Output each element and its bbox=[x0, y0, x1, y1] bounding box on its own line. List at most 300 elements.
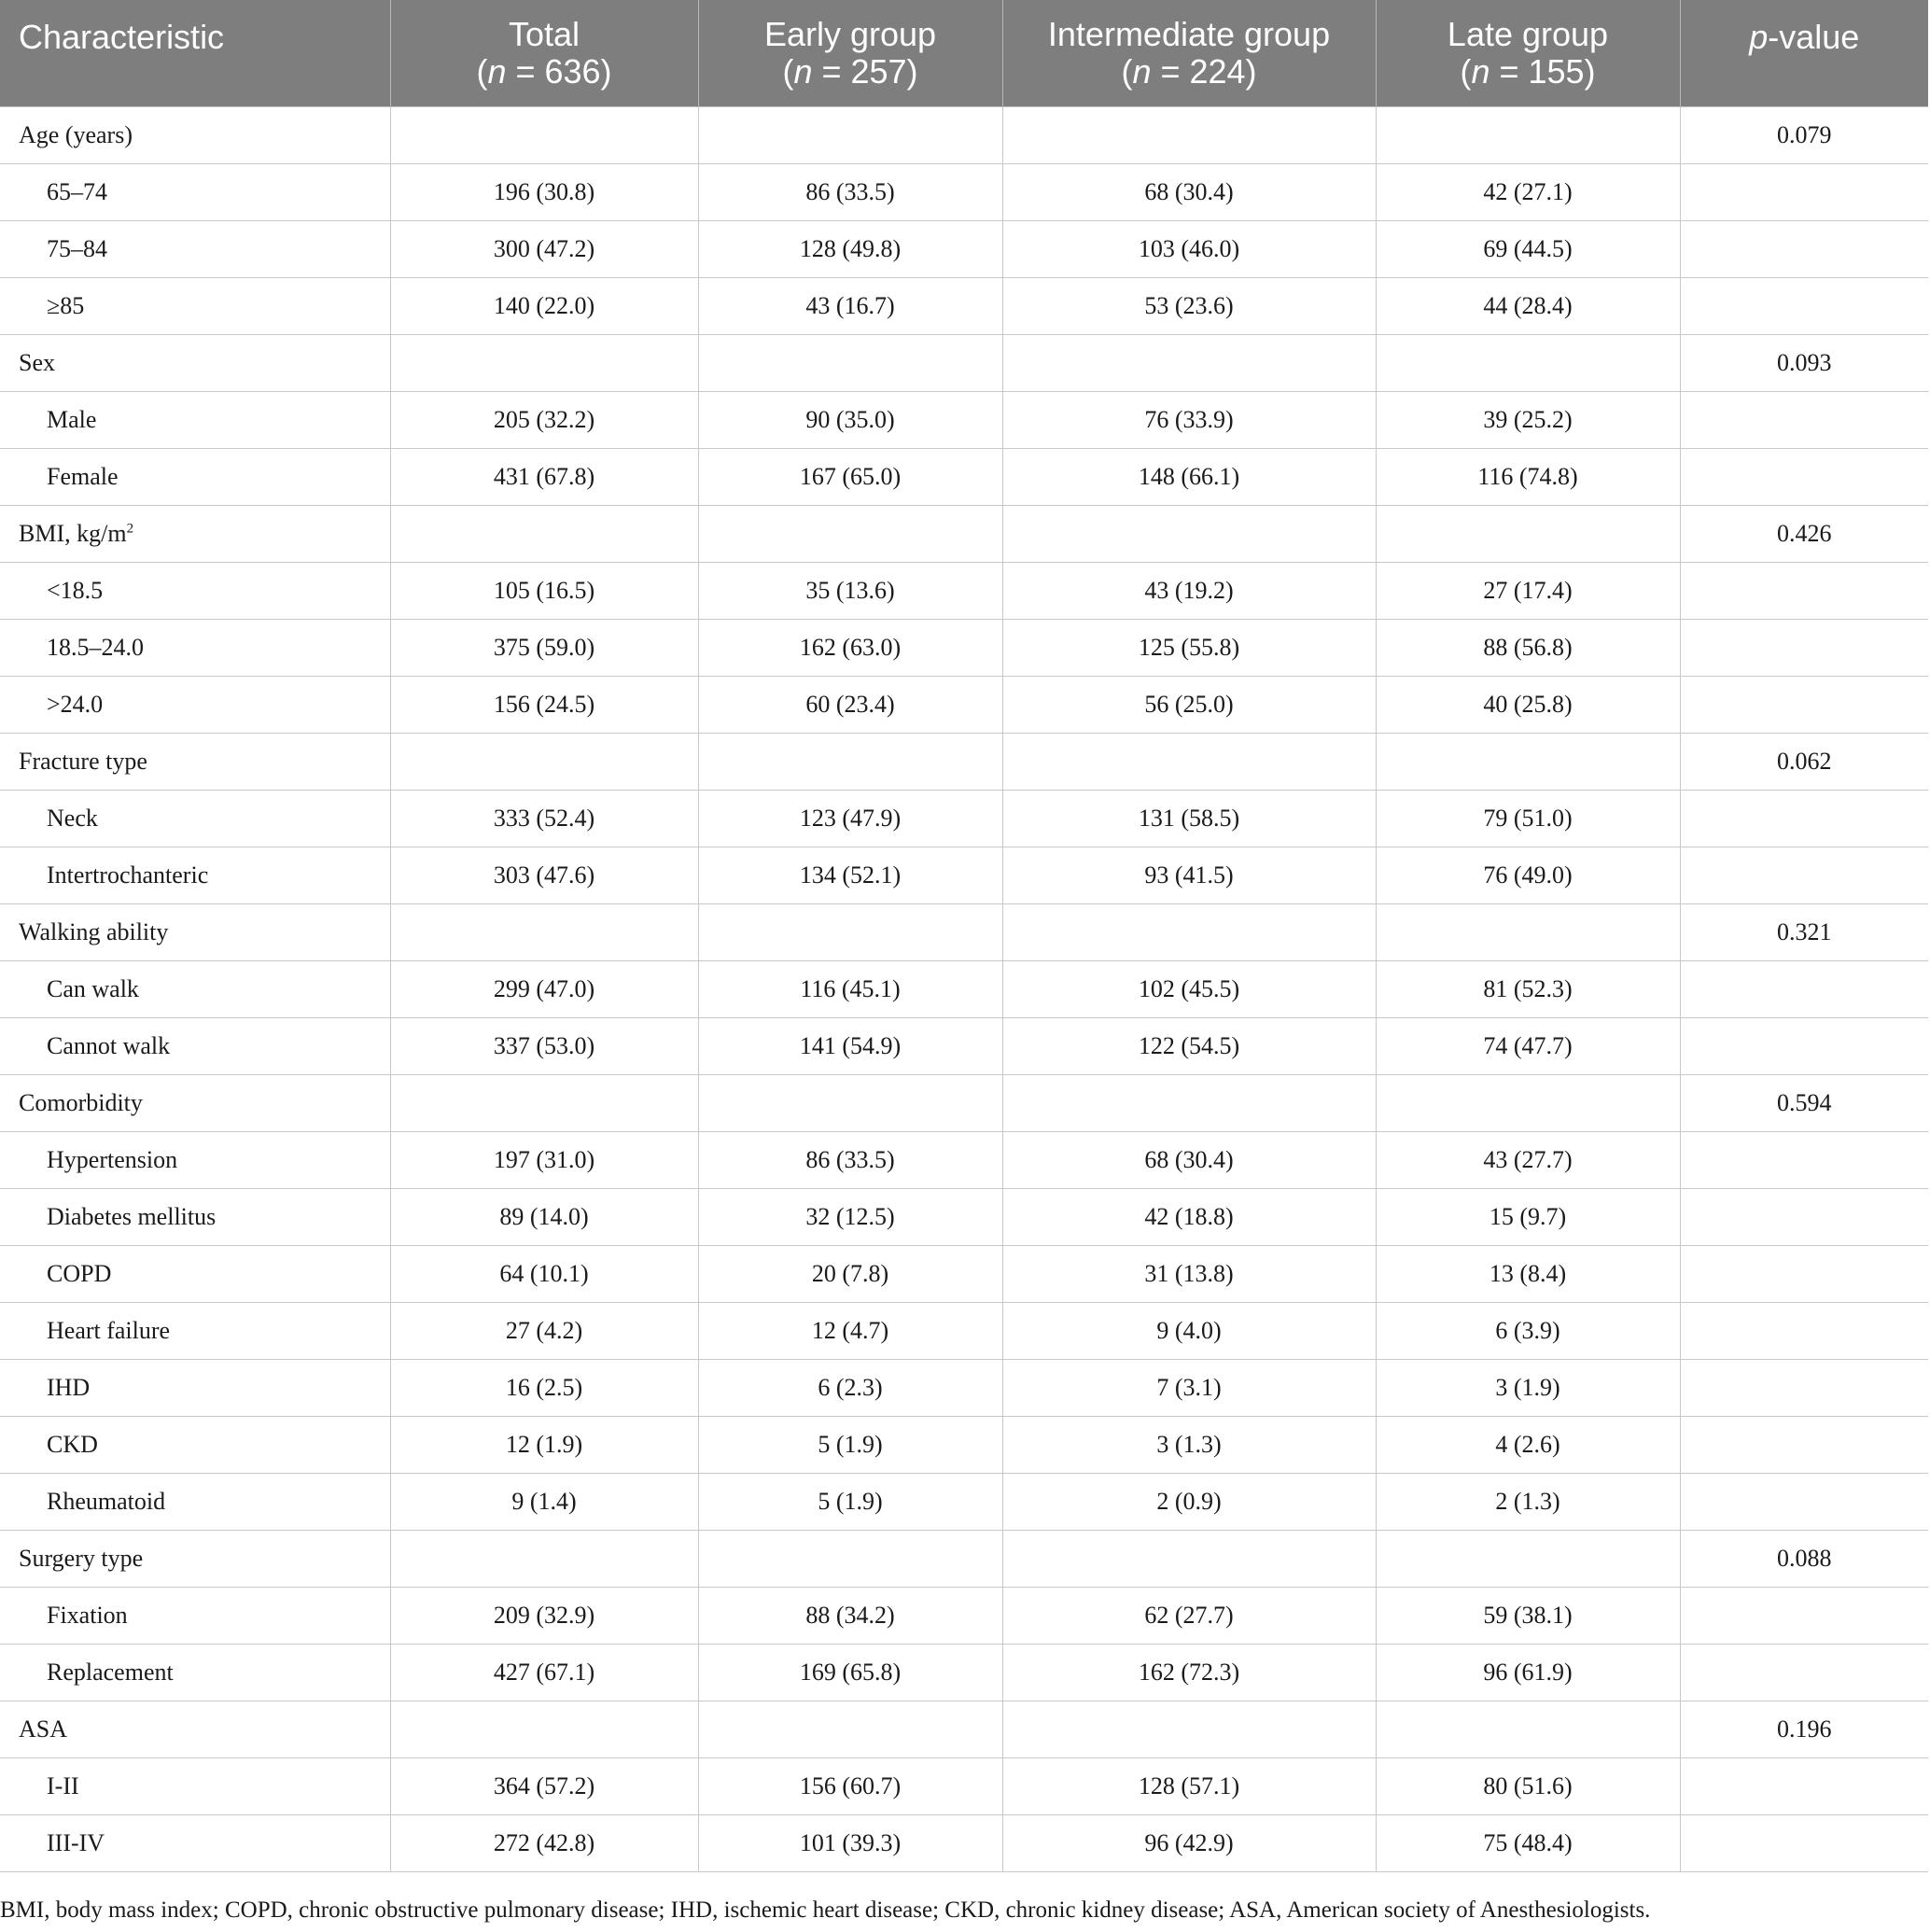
cell-total bbox=[390, 107, 698, 164]
cell-intermediate bbox=[1002, 1474, 1376, 1531]
cell-value: 32 (12.5) bbox=[805, 1203, 895, 1230]
header-intermediate-n: (n = 224) bbox=[1121, 52, 1257, 91]
cell-early bbox=[698, 1303, 1002, 1360]
cell-value: 44 (28.4) bbox=[1483, 292, 1573, 319]
cell-late bbox=[1376, 1645, 1680, 1701]
row-label: Age (years) bbox=[19, 121, 133, 148]
cell-value: 88 (34.2) bbox=[805, 1602, 895, 1629]
table-row bbox=[0, 961, 1928, 1018]
cell-value: 79 (51.0) bbox=[1483, 805, 1573, 832]
cell-value: 56 (25.0) bbox=[1144, 691, 1234, 718]
cell-intermediate bbox=[1002, 677, 1376, 734]
superscript: 2 bbox=[126, 521, 134, 537]
cell-value: 141 (54.9) bbox=[799, 1032, 902, 1059]
cell-value: 39 (25.2) bbox=[1483, 406, 1573, 433]
cell-value: 0.196 bbox=[1777, 1715, 1832, 1743]
table-row bbox=[0, 1246, 1928, 1303]
header-total bbox=[390, 0, 698, 107]
cell-early bbox=[698, 1189, 1002, 1246]
table-row bbox=[0, 1758, 1928, 1815]
cell-value: 197 (31.0) bbox=[493, 1146, 595, 1173]
cell-value: 64 (10.1) bbox=[499, 1260, 589, 1287]
cell-p bbox=[1680, 1815, 1928, 1872]
cell-label bbox=[0, 1758, 390, 1815]
cell-value: 431 (67.8) bbox=[493, 463, 595, 490]
cell-early bbox=[698, 1360, 1002, 1417]
category-row bbox=[0, 107, 1928, 164]
cell-p bbox=[1680, 221, 1928, 278]
cell-late bbox=[1376, 677, 1680, 734]
cell-total bbox=[390, 278, 698, 335]
cell-value: 123 (47.9) bbox=[799, 805, 902, 832]
row-label: 65–74 bbox=[47, 178, 107, 205]
row-label: BMI, kg/m bbox=[19, 520, 127, 547]
cell-value: 0.426 bbox=[1777, 520, 1832, 547]
cell-value: 75 (48.4) bbox=[1483, 1829, 1573, 1856]
cell-value: 148 (66.1) bbox=[1138, 463, 1240, 490]
cell-value: 427 (67.1) bbox=[493, 1659, 595, 1686]
cell-p bbox=[1680, 1758, 1928, 1815]
cell-early bbox=[698, 1018, 1002, 1075]
cell-intermediate bbox=[1002, 1531, 1376, 1588]
cell-early bbox=[698, 449, 1002, 506]
cell-early bbox=[698, 904, 1002, 961]
cell-late bbox=[1376, 1075, 1680, 1132]
cell-value: 3 (1.3) bbox=[1156, 1431, 1222, 1458]
cell-value: 125 (55.8) bbox=[1138, 634, 1240, 661]
cell-value: 86 (33.5) bbox=[805, 1146, 895, 1173]
cell-value: 0.079 bbox=[1777, 121, 1832, 148]
cell-label bbox=[0, 961, 390, 1018]
header-early bbox=[698, 0, 1002, 107]
row-label: Surgery type bbox=[19, 1545, 144, 1572]
n-symbol: n bbox=[487, 52, 507, 91]
cell-value: 156 (24.5) bbox=[493, 691, 595, 718]
cell-p bbox=[1680, 620, 1928, 677]
cell-value: 4 (2.6) bbox=[1495, 1431, 1560, 1458]
cell-early bbox=[698, 677, 1002, 734]
cell-value: 80 (51.6) bbox=[1483, 1772, 1573, 1799]
table-row bbox=[0, 164, 1928, 221]
cell-label bbox=[0, 1588, 390, 1645]
table-row bbox=[0, 1588, 1928, 1645]
cell-intermediate bbox=[1002, 1417, 1376, 1474]
cell-value: 105 (16.5) bbox=[493, 577, 595, 604]
cell-early bbox=[698, 961, 1002, 1018]
cell-p bbox=[1680, 1417, 1928, 1474]
cell-value: 375 (59.0) bbox=[493, 634, 595, 661]
cell-early bbox=[698, 1701, 1002, 1758]
cell-value: 101 (39.3) bbox=[799, 1829, 902, 1856]
cell-p bbox=[1680, 1360, 1928, 1417]
row-label: Intertrochanteric bbox=[47, 861, 209, 889]
cell-intermediate bbox=[1002, 791, 1376, 847]
cell-label bbox=[0, 164, 390, 221]
cell-intermediate bbox=[1002, 1075, 1376, 1132]
cell-value: 122 (54.5) bbox=[1138, 1032, 1240, 1059]
cell-p bbox=[1680, 1303, 1928, 1360]
cell-value: 68 (30.4) bbox=[1144, 1146, 1234, 1173]
cell-late bbox=[1376, 620, 1680, 677]
cell-late bbox=[1376, 791, 1680, 847]
cell-total bbox=[390, 449, 698, 506]
table-row bbox=[0, 1417, 1928, 1474]
cell-p bbox=[1680, 791, 1928, 847]
cell-late bbox=[1376, 335, 1680, 392]
cell-total bbox=[390, 1132, 698, 1189]
row-label: Can walk bbox=[47, 975, 139, 1002]
header-early-n: (n = 257) bbox=[782, 52, 918, 91]
cell-early bbox=[698, 335, 1002, 392]
header-total-label: Total bbox=[508, 15, 580, 53]
cell-value: 196 (30.8) bbox=[493, 178, 595, 205]
cell-intermediate bbox=[1002, 734, 1376, 791]
n-symbol: n bbox=[1132, 52, 1152, 91]
cell-value: 76 (33.9) bbox=[1144, 406, 1234, 433]
cell-late bbox=[1376, 392, 1680, 449]
cell-value: 134 (52.1) bbox=[799, 861, 902, 889]
cell-value: 43 (27.7) bbox=[1483, 1146, 1573, 1173]
row-label: Walking ability bbox=[19, 918, 169, 945]
n-symbol: n bbox=[793, 52, 813, 91]
cell-value: 89 (14.0) bbox=[499, 1203, 589, 1230]
header-pvalue-italic: p bbox=[1749, 18, 1769, 56]
cell-intermediate bbox=[1002, 1303, 1376, 1360]
cell-intermediate bbox=[1002, 1132, 1376, 1189]
cell-total bbox=[390, 1474, 698, 1531]
cell-value: 300 (47.2) bbox=[493, 235, 595, 262]
cell-late bbox=[1376, 847, 1680, 904]
cell-p bbox=[1680, 904, 1928, 961]
cell-value: 128 (49.8) bbox=[799, 235, 902, 262]
cell-late bbox=[1376, 449, 1680, 506]
row-label: Neck bbox=[47, 805, 98, 832]
cell-p bbox=[1680, 677, 1928, 734]
cell-intermediate bbox=[1002, 107, 1376, 164]
cell-p bbox=[1680, 1132, 1928, 1189]
cell-early bbox=[698, 1588, 1002, 1645]
cell-value: 43 (19.2) bbox=[1144, 577, 1234, 604]
cell-label bbox=[0, 449, 390, 506]
cell-intermediate bbox=[1002, 1758, 1376, 1815]
cell-early bbox=[698, 1531, 1002, 1588]
cell-intermediate bbox=[1002, 1588, 1376, 1645]
cell-total bbox=[390, 1815, 698, 1872]
cell-early bbox=[698, 734, 1002, 791]
cell-value: 3 (1.9) bbox=[1495, 1374, 1560, 1401]
table-row bbox=[0, 221, 1928, 278]
cell-value: 31 (13.8) bbox=[1144, 1260, 1234, 1287]
cell-late bbox=[1376, 1701, 1680, 1758]
header-intermediate-label: Intermediate group bbox=[1047, 15, 1331, 53]
cell-p bbox=[1680, 961, 1928, 1018]
cell-intermediate bbox=[1002, 1360, 1376, 1417]
table-row bbox=[0, 449, 1928, 506]
category-row bbox=[0, 506, 1928, 563]
cell-value: 96 (42.9) bbox=[1144, 1829, 1234, 1856]
row-label: I-II bbox=[47, 1772, 79, 1799]
header-late bbox=[1376, 0, 1680, 107]
cell-early bbox=[698, 1246, 1002, 1303]
cell-value: 156 (60.7) bbox=[799, 1772, 902, 1799]
row-label: CKD bbox=[47, 1431, 98, 1458]
cell-value: 62 (27.7) bbox=[1144, 1602, 1234, 1629]
cell-value: 15 (9.7) bbox=[1489, 1203, 1567, 1230]
cell-late bbox=[1376, 1018, 1680, 1075]
cell-early bbox=[698, 1645, 1002, 1701]
cell-value: 2 (1.3) bbox=[1495, 1488, 1560, 1515]
cell-late bbox=[1376, 1303, 1680, 1360]
category-row bbox=[0, 904, 1928, 961]
cell-total bbox=[390, 221, 698, 278]
table-row bbox=[0, 278, 1928, 335]
cell-value: 131 (58.5) bbox=[1138, 805, 1240, 832]
cell-late bbox=[1376, 734, 1680, 791]
cell-value: 103 (46.0) bbox=[1138, 235, 1240, 262]
cell-late bbox=[1376, 107, 1680, 164]
cell-early bbox=[698, 1758, 1002, 1815]
cell-intermediate bbox=[1002, 1645, 1376, 1701]
row-label: Fracture type bbox=[19, 748, 147, 775]
row-label: Rheumatoid bbox=[47, 1488, 166, 1515]
cell-total bbox=[390, 1758, 698, 1815]
cell-value: 128 (57.1) bbox=[1138, 1772, 1240, 1799]
cell-late bbox=[1376, 1531, 1680, 1588]
cell-label bbox=[0, 1303, 390, 1360]
cell-late bbox=[1376, 904, 1680, 961]
cell-intermediate bbox=[1002, 1701, 1376, 1758]
cell-early bbox=[698, 278, 1002, 335]
cell-early bbox=[698, 1474, 1002, 1531]
cell-late bbox=[1376, 506, 1680, 563]
cell-p bbox=[1680, 1474, 1928, 1531]
cell-intermediate bbox=[1002, 1815, 1376, 1872]
cell-value: 205 (32.2) bbox=[493, 406, 595, 433]
cell-label bbox=[0, 506, 390, 563]
row-label: >24.0 bbox=[47, 691, 104, 718]
cell-total bbox=[390, 961, 698, 1018]
cell-value: 167 (65.0) bbox=[799, 463, 902, 490]
cell-value: 5 (1.9) bbox=[818, 1431, 883, 1458]
table-footnote: BMI, body mass index; COPD, chronic obstructive pulmonary disease; IHD, ischemic heart disease; CKD, chronic kidney disease; ASA, American society of Anesthesiologists. bbox=[0, 1897, 1651, 1923]
cell-value: 74 (47.7) bbox=[1483, 1032, 1573, 1059]
cell-total bbox=[390, 904, 698, 961]
cell-early bbox=[698, 1815, 1002, 1872]
cell-value: 303 (47.6) bbox=[493, 861, 595, 889]
table-row bbox=[0, 1815, 1928, 1872]
cell-label bbox=[0, 847, 390, 904]
cell-total bbox=[390, 1018, 698, 1075]
cell-total bbox=[390, 1645, 698, 1701]
row-label: III-IV bbox=[47, 1829, 105, 1856]
cell-intermediate bbox=[1002, 563, 1376, 620]
cell-early bbox=[698, 791, 1002, 847]
cell-value: 364 (57.2) bbox=[493, 1772, 595, 1799]
category-row bbox=[0, 1701, 1928, 1758]
cell-late bbox=[1376, 1417, 1680, 1474]
row-label: <18.5 bbox=[47, 577, 104, 604]
cell-label bbox=[0, 677, 390, 734]
row-label: ASA bbox=[19, 1715, 68, 1743]
cell-value: 5 (1.9) bbox=[818, 1488, 883, 1515]
table-row bbox=[0, 392, 1928, 449]
cell-value: 96 (61.9) bbox=[1483, 1659, 1573, 1686]
cell-value: 169 (65.8) bbox=[799, 1659, 902, 1686]
cell-intermediate bbox=[1002, 392, 1376, 449]
cell-label bbox=[0, 563, 390, 620]
cell-intermediate bbox=[1002, 278, 1376, 335]
cell-label bbox=[0, 620, 390, 677]
cell-value: 116 (74.8) bbox=[1477, 463, 1578, 490]
cell-value: 6 (3.9) bbox=[1495, 1317, 1560, 1344]
cell-total bbox=[390, 506, 698, 563]
row-label: Sex bbox=[19, 349, 55, 376]
header-late-label: Late group bbox=[1447, 15, 1609, 53]
cell-intermediate bbox=[1002, 620, 1376, 677]
cell-late bbox=[1376, 278, 1680, 335]
cell-p bbox=[1680, 1075, 1928, 1132]
table-row bbox=[0, 847, 1928, 904]
cell-p bbox=[1680, 563, 1928, 620]
cell-label bbox=[0, 904, 390, 961]
row-label: Fixation bbox=[47, 1602, 128, 1629]
cell-value: 60 (23.4) bbox=[805, 691, 895, 718]
category-row bbox=[0, 335, 1928, 392]
table-row bbox=[0, 1474, 1928, 1531]
n-symbol: n bbox=[1471, 52, 1490, 91]
category-row bbox=[0, 1531, 1928, 1588]
category-row bbox=[0, 1075, 1928, 1132]
cell-late bbox=[1376, 221, 1680, 278]
cell-early bbox=[698, 1075, 1002, 1132]
cell-early bbox=[698, 392, 1002, 449]
table-row bbox=[0, 563, 1928, 620]
row-label: Comorbidity bbox=[19, 1089, 143, 1116]
cell-intermediate bbox=[1002, 1018, 1376, 1075]
row-label: Heart failure bbox=[47, 1317, 171, 1344]
row-label: ≥85 bbox=[47, 292, 85, 319]
cell-total bbox=[390, 1075, 698, 1132]
cell-value: 93 (41.5) bbox=[1144, 861, 1234, 889]
cell-value: 0.093 bbox=[1777, 349, 1832, 376]
cell-label bbox=[0, 1474, 390, 1531]
cell-p bbox=[1680, 335, 1928, 392]
row-label: Male bbox=[47, 406, 97, 433]
cell-late bbox=[1376, 961, 1680, 1018]
cell-total bbox=[390, 1588, 698, 1645]
cell-value: 27 (4.2) bbox=[505, 1317, 583, 1344]
cell-p bbox=[1680, 734, 1928, 791]
cell-value: 86 (33.5) bbox=[805, 178, 895, 205]
cell-intermediate bbox=[1002, 335, 1376, 392]
cell-late bbox=[1376, 1588, 1680, 1645]
cell-late bbox=[1376, 1360, 1680, 1417]
cell-late bbox=[1376, 1474, 1680, 1531]
cell-value: 116 (45.1) bbox=[800, 975, 901, 1002]
cell-p bbox=[1680, 278, 1928, 335]
cell-total bbox=[390, 734, 698, 791]
cell-label bbox=[0, 1645, 390, 1701]
cell-value: 272 (42.8) bbox=[493, 1829, 595, 1856]
cell-value: 42 (18.8) bbox=[1144, 1203, 1234, 1230]
cell-label bbox=[0, 1246, 390, 1303]
cell-intermediate bbox=[1002, 449, 1376, 506]
cell-intermediate bbox=[1002, 221, 1376, 278]
table-row bbox=[0, 1018, 1928, 1075]
cell-p bbox=[1680, 164, 1928, 221]
cell-total bbox=[390, 392, 698, 449]
table-row bbox=[0, 1303, 1928, 1360]
cell-value: 0.062 bbox=[1777, 748, 1832, 775]
header-total-n: (n = 636) bbox=[476, 52, 612, 91]
cell-total bbox=[390, 335, 698, 392]
cell-value: 40 (25.8) bbox=[1483, 691, 1573, 718]
cell-p bbox=[1680, 1701, 1928, 1758]
header-early-label: Early group bbox=[763, 15, 937, 53]
cell-label bbox=[0, 1360, 390, 1417]
cell-late bbox=[1376, 1815, 1680, 1872]
cell-label bbox=[0, 1417, 390, 1474]
cell-value: 35 (13.6) bbox=[805, 577, 895, 604]
cell-total bbox=[390, 1189, 698, 1246]
cell-late bbox=[1376, 1246, 1680, 1303]
cell-intermediate bbox=[1002, 847, 1376, 904]
cell-value: 299 (47.0) bbox=[493, 975, 595, 1002]
table-row bbox=[0, 1132, 1928, 1189]
cell-intermediate bbox=[1002, 961, 1376, 1018]
cell-early bbox=[698, 847, 1002, 904]
cell-late bbox=[1376, 1189, 1680, 1246]
row-label: Diabetes mellitus bbox=[47, 1203, 217, 1230]
row-label: Replacement bbox=[47, 1659, 174, 1686]
cell-value: 209 (32.9) bbox=[493, 1602, 595, 1629]
row-label: 75–84 bbox=[47, 235, 107, 262]
cell-value: 43 (16.7) bbox=[805, 292, 895, 319]
cell-value: 2 (0.9) bbox=[1156, 1488, 1222, 1515]
cell-value: 81 (52.3) bbox=[1483, 975, 1573, 1002]
cell-value: 42 (27.1) bbox=[1483, 178, 1573, 205]
cell-early bbox=[698, 164, 1002, 221]
cell-value: 88 (56.8) bbox=[1483, 634, 1573, 661]
cell-p bbox=[1680, 392, 1928, 449]
cell-p bbox=[1680, 1189, 1928, 1246]
cell-p bbox=[1680, 107, 1928, 164]
cell-p bbox=[1680, 1531, 1928, 1588]
cell-label bbox=[0, 1701, 390, 1758]
table-body bbox=[0, 107, 1928, 1872]
cell-label bbox=[0, 734, 390, 791]
cell-label bbox=[0, 1189, 390, 1246]
cell-late bbox=[1376, 164, 1680, 221]
cell-total bbox=[390, 620, 698, 677]
cell-value: 162 (63.0) bbox=[799, 634, 902, 661]
cell-value: 27 (17.4) bbox=[1483, 577, 1573, 604]
cell-intermediate bbox=[1002, 506, 1376, 563]
header-intermediate bbox=[1002, 0, 1376, 107]
row-label: Female bbox=[47, 463, 119, 490]
cell-label bbox=[0, 1075, 390, 1132]
cell-p bbox=[1680, 1645, 1928, 1701]
cell-value: 6 (2.3) bbox=[818, 1374, 883, 1401]
cell-value: 9 (1.4) bbox=[511, 1488, 577, 1515]
row-label: COPD bbox=[47, 1260, 112, 1287]
table-row bbox=[0, 1189, 1928, 1246]
cell-value: 68 (30.4) bbox=[1144, 178, 1234, 205]
table-row bbox=[0, 677, 1928, 734]
cell-p bbox=[1680, 847, 1928, 904]
cell-label bbox=[0, 392, 390, 449]
table-row bbox=[0, 791, 1928, 847]
